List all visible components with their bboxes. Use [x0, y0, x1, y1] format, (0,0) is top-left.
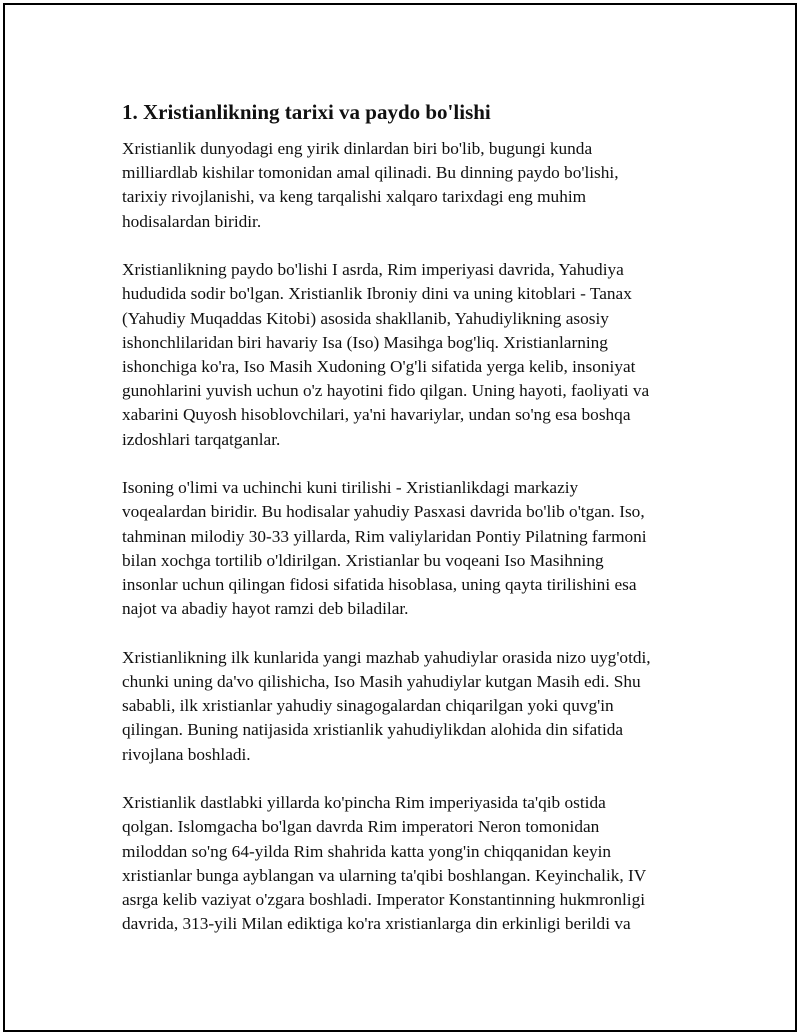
paragraph-line: Xristianlikning ilk kunlarida yangi mazhab yahudiylar orasida nizo uyg'otdi, [122, 647, 651, 667]
paragraph-line: hodisalardan biridir. [122, 211, 262, 231]
paragraph-line: tahminan milodiy 30-33 yillarda, Rim valiylaridan Pontiy Pilatning farmoni [122, 526, 647, 546]
paragraph-line: asrga kelib vaziyat o'zgara boshladi. Imperator Konstantinning hukmronligi [122, 890, 646, 910]
paragraph-line: davrida, 313-yili Milan ediktiga ko'ra xristianlarga din erkinligi berildi va [122, 914, 631, 934]
paragraph-line: rivojlana boshladi. [122, 744, 251, 764]
paragraph-line: Xristianlik dastlabki yillarda ko'pincha Rim imperiyasida ta'qib ostida [122, 793, 606, 813]
paragraph-5 [122, 791, 697, 936]
paragraph-line: ishonchlilaridan biri havariy Isa (Iso) Masihga bog'liq. Xristianlarning [122, 332, 608, 352]
paragraph-line: (Yahudiy Muqaddas Kitobi) asosida shakllanib, Yahudiylikning asosiy [122, 308, 609, 328]
paragraph-line: xristianlar bunga ayblangan va ularning ta'qibi boshlangan. Keyinchalik, IV [122, 865, 647, 885]
paragraph-line: qolgan. Islomgacha bo'lgan davrda Rim imperatori Neron tomonidan [122, 817, 600, 837]
document-title: 1. Xristianlikning tarixi va paydo bo'lishi [122, 100, 491, 124]
paragraph-line: hududida sodir bo'lgan. Xristianlik Ibroniy dini va uning kitoblari - Tanax [122, 284, 632, 304]
paragraph-line: chunki uning da'vo qilishicha, Iso Masih yahudiylar kutgan Masih edi. Shu [122, 672, 641, 692]
paragraph-line: Xristianlik dunyodagi eng yirik dinlardan biri bo'lib, bugungi kunda [122, 139, 593, 158]
paragraph-line: bilan xochga tortilib o'ldirilgan. Xristianlar bu voqeani Iso Masihning [122, 550, 604, 570]
paragraph-line: Xristianlikning paydo bo'lishi I asrda, Rim imperiyasi davrida, Yahudiya [122, 260, 624, 280]
page-frame [3, 3, 797, 1032]
paragraph-line: tarixiy rivojlanishi, va keng tarqalishi xalqaro tarixdagi eng muhim [122, 187, 587, 207]
paragraph-line: izdoshlari tarqatganlar. [122, 429, 281, 449]
paragraph-3 [122, 476, 697, 621]
paragraph-line: gunohlarini yuvish uchun o'z hayotini fido qilgan. Uning hayoti, faoliyati va [122, 381, 650, 401]
paragraph-line: ishonchiga ko'ra, Iso Masih Xudoning O'g'li sifatida yerga kelib, insoniyat [122, 357, 636, 377]
paragraph-line: insonlar uchun qilingan fidosi sifatida hisoblasa, uning qayta tirilishini esa [122, 575, 637, 595]
paragraph-2 [122, 258, 697, 452]
paragraph-line: Isoning o'limi va uchinchi kuni tirilishi - Xristianlikdagi markaziy [122, 478, 579, 498]
paragraph-line: milliardlab kishilar tomonidan amal qilinadi. Bu dinning paydo bo'lishi, [122, 163, 619, 183]
document-body [122, 99, 697, 961]
paragraph-line: voqealardan biridir. Bu hodisalar yahudiy Pasxasi davrida bo'lib o'tgan. Iso, [122, 502, 645, 522]
paragraph-4 [122, 646, 697, 767]
paragraph-1 [122, 137, 697, 234]
paragraph-line: sababli, ilk xristianlar yahudiy sinagogalardan chiqarilgan yoki quvg'in [122, 696, 614, 716]
paragraph-line: qilingan. Buning natijasida xristianlik yahudiylikdan alohida din sifatida [122, 720, 624, 740]
paragraph-line: xabarini Quyosh hisoblovchilari, ya'ni havariylar, undan so'ng esa boshqa [122, 405, 631, 425]
paragraph-line: najot va abadiy hayot ramzi deb biladilar. [122, 599, 409, 619]
paragraph-line: miloddan so'ng 64-yilda Rim shahrida katta yong'in chiqqanidan keyin [122, 841, 612, 861]
